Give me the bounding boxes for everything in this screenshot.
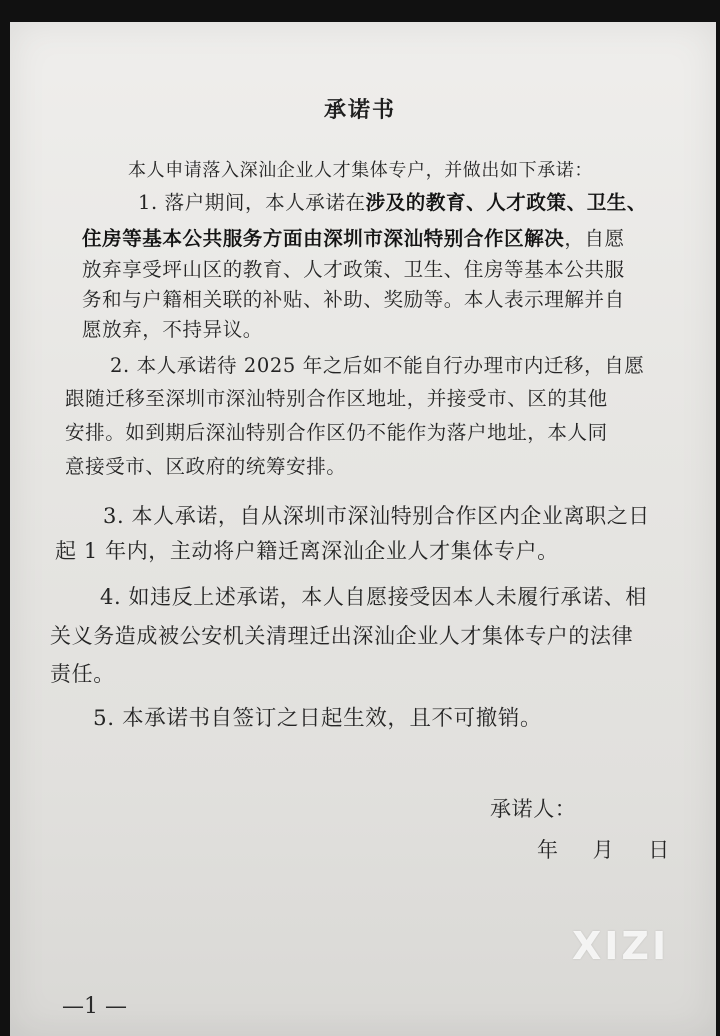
- clause-5: 5. 本承诺书自签订之日起生效，且不可撤销。: [93, 706, 543, 731]
- page-number: —1 —: [62, 994, 127, 1019]
- clause-1-line-5: 愿放弃，不持异议。: [82, 318, 263, 341]
- clause-1-line-2-bold: 住房等基本公共服务方面由深圳市深汕特别合作区解决: [82, 227, 565, 250]
- clause-1-line-1-bold: 涉及的教育、人才政策、卫生、: [365, 191, 648, 214]
- clause-1-line-3: 放弃享受坪山区的教育、人才政策、卫生、住房等基本公共服: [82, 258, 625, 281]
- clause-1-line-4: 务和与户籍相关联的补贴、补助、奖励等。本人表示理解并自: [82, 288, 625, 311]
- clause-2-line-2: 跟随迁移至深圳市深汕特别合作区地址，并接受市、区的其他: [65, 387, 608, 410]
- document-title: 承诺书: [323, 97, 396, 123]
- intro-text: 本人申请落入深汕企业人才集体专户，并做出如下承诺：: [128, 160, 593, 181]
- clause-4-line-3: 责任。: [50, 662, 115, 686]
- clause-2-line-3: 安排。如到期后深汕特别合作区仍不能作为落户地址，本人同: [65, 421, 608, 444]
- date-month: 月: [592, 838, 615, 862]
- clause-2-line-1: 2. 本人承诺待 2025 年之后如不能自行办理市内迁移，自愿: [110, 354, 645, 377]
- date-line: [537, 836, 670, 864]
- date-year: 年: [537, 838, 559, 862]
- signer-label: 承诺人：: [490, 797, 577, 821]
- clause-1-line-1-normal: 1. 落户期间，本人承诺在: [138, 191, 366, 214]
- clause-4-line-2: 关义务造成被公安机关清理迁出深汕企业人才集体专户的法律: [50, 624, 634, 648]
- xizi-watermark: XIZI: [572, 924, 670, 968]
- clause-2-line-4: 意接受市、区政府的统筹安排。: [65, 455, 347, 478]
- clause-3-line-1: 3. 本人承诺，自从深圳市深汕特别合作区内企业离职之日: [103, 504, 650, 528]
- clause-1-line-2: [82, 225, 625, 253]
- clause-4-line-1: 4. 如违反上述承诺，本人自愿接受因本人未履行承诺、相: [100, 585, 647, 609]
- clause-3-line-2: 起 1 年内，主动将户籍迁离深汕企业人才集体专户。: [55, 539, 559, 563]
- date-day: 日: [648, 838, 670, 862]
- clause-1-line-2-normal: ，自愿: [564, 227, 625, 250]
- clause-1-line-1: [138, 189, 647, 217]
